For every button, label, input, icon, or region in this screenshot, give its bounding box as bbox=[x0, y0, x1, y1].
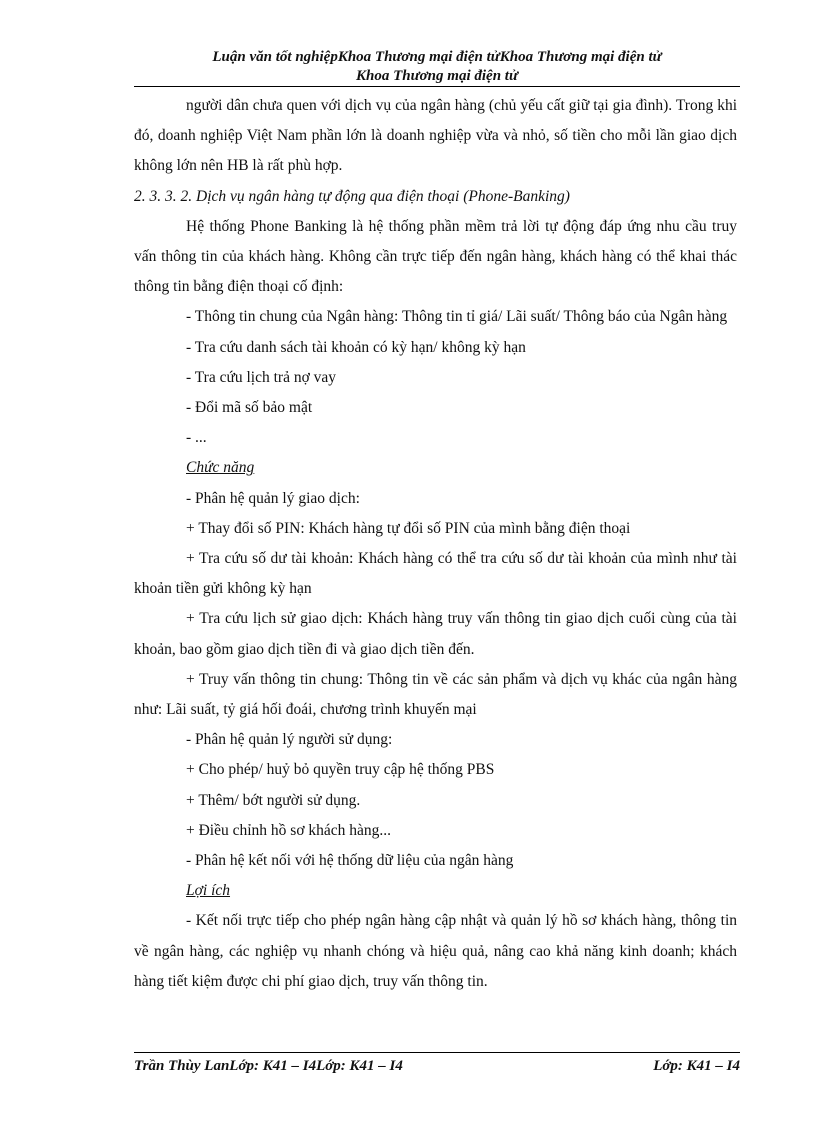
list-item: + Tra cứu lịch sử giao dịch: Khách hàng truy vấn thông tin giao dịch cuối cùng của tài khoản, bao gồm giao dịch tiền đi và giao dịch tiền đến. bbox=[134, 610, 737, 658]
list-item: - Phân hệ quản lý người sử dụng: bbox=[186, 731, 393, 749]
list-item: - Tra cứu danh sách tài khoản có kỳ hạn/ không kỳ hạn bbox=[186, 338, 526, 356]
list-item: + Thay đổi số PIN: Khách hàng tự đổi số PIN của mình bằng điện thoại bbox=[186, 519, 631, 537]
list-item: - Phân hệ kết nối với hệ thống dữ liệu của ngân hàng bbox=[186, 852, 514, 870]
list-item: + Tra cứu số dư tài khoản: Khách hàng có thể tra cứu số dư tài khoản của mình như tài khoản tiền gửi không kỳ hạn bbox=[134, 550, 737, 598]
page-header bbox=[134, 48, 740, 86]
subheading-benefits bbox=[134, 876, 737, 906]
list-item: - Phân hệ quản lý giao dịch: bbox=[186, 489, 360, 507]
list-item: + Cho phép/ huỷ bỏ quyền truy cập hệ thống PBS bbox=[186, 761, 495, 779]
paragraph: - Kết nối trực tiếp cho phép ngân hàng cập nhật và quản lý hồ sơ khách hàng, thông tin về ngân hàng, các nghiệp vụ nhanh chóng và hiệu quả, nâng cao khả năng kinh doanh; khách hàng tiết kiệm được chi phí giao dịch, truy vấn thông tin. bbox=[134, 912, 737, 990]
footer-divider bbox=[134, 1052, 740, 1053]
footer-right: Lớp: K41 – I4 bbox=[653, 1058, 740, 1074]
header-line-2: Khoa Thương mại điện tử bbox=[356, 68, 518, 84]
document-body bbox=[134, 91, 737, 997]
list-item: - Đổi mã số bảo mật bbox=[186, 399, 313, 417]
footer-left: Trần Thùy LanLớp: K41 – I4Lớp: K41 – I4 bbox=[134, 1058, 403, 1074]
subheading-benefits-text: Lợi ích bbox=[186, 882, 231, 900]
list-item: + Điều chỉnh hồ sơ khách hàng... bbox=[186, 821, 392, 839]
header-divider bbox=[134, 86, 740, 87]
list-item: + Truy vấn thông tin chung: Thông tin về các sản phẩm và dịch vụ khác của ngân hàng như: Lãi suất, tỷ giá hối đoái, chương trình khuyến mại bbox=[134, 670, 737, 719]
subheading-functions bbox=[134, 453, 737, 483]
list-item: + Thêm/ bớt người sử dụng. bbox=[186, 791, 361, 809]
section-heading: 2. 3. 3. 2. Dịch vụ ngân hàng tự động qua điện thoại (Phone-Banking) bbox=[134, 187, 570, 205]
subheading-functions-text: Chức năng bbox=[186, 459, 255, 477]
list-item: - Tra cứu lịch trả nợ vay bbox=[186, 368, 337, 386]
header-line-1: Luận văn tốt nghiệpKhoa Thương mại điện tửKhoa Thương mại điện tử bbox=[212, 49, 662, 65]
paragraph: Hệ thống Phone Banking là hệ thống phần mềm trả lời tự động đáp ứng nhu cầu truy vấn thông tin của khách hàng. Không cần trực tiếp đến ngân hàng, khách hàng có thể khai thác thông tin bằng điện thoại cố định: bbox=[134, 217, 737, 296]
paragraph: người dân chưa quen với dịch vụ của ngân hàng (chủ yếu cất giữ tại gia đình). Trong khi đó, doanh nghiệp Việt Nam phần lớn là doanh nghiệp vừa và nhỏ, số tiền cho mỗi lần giao dịch không lớn nên HB là rất phù hợp. bbox=[134, 97, 737, 175]
list-item: - ... bbox=[186, 429, 207, 447]
paragraph: - Thông tin chung của Ngân hàng: Thông tin tỉ giá/ Lãi suất/ Thông báo của Ngân hàng bbox=[186, 308, 728, 326]
